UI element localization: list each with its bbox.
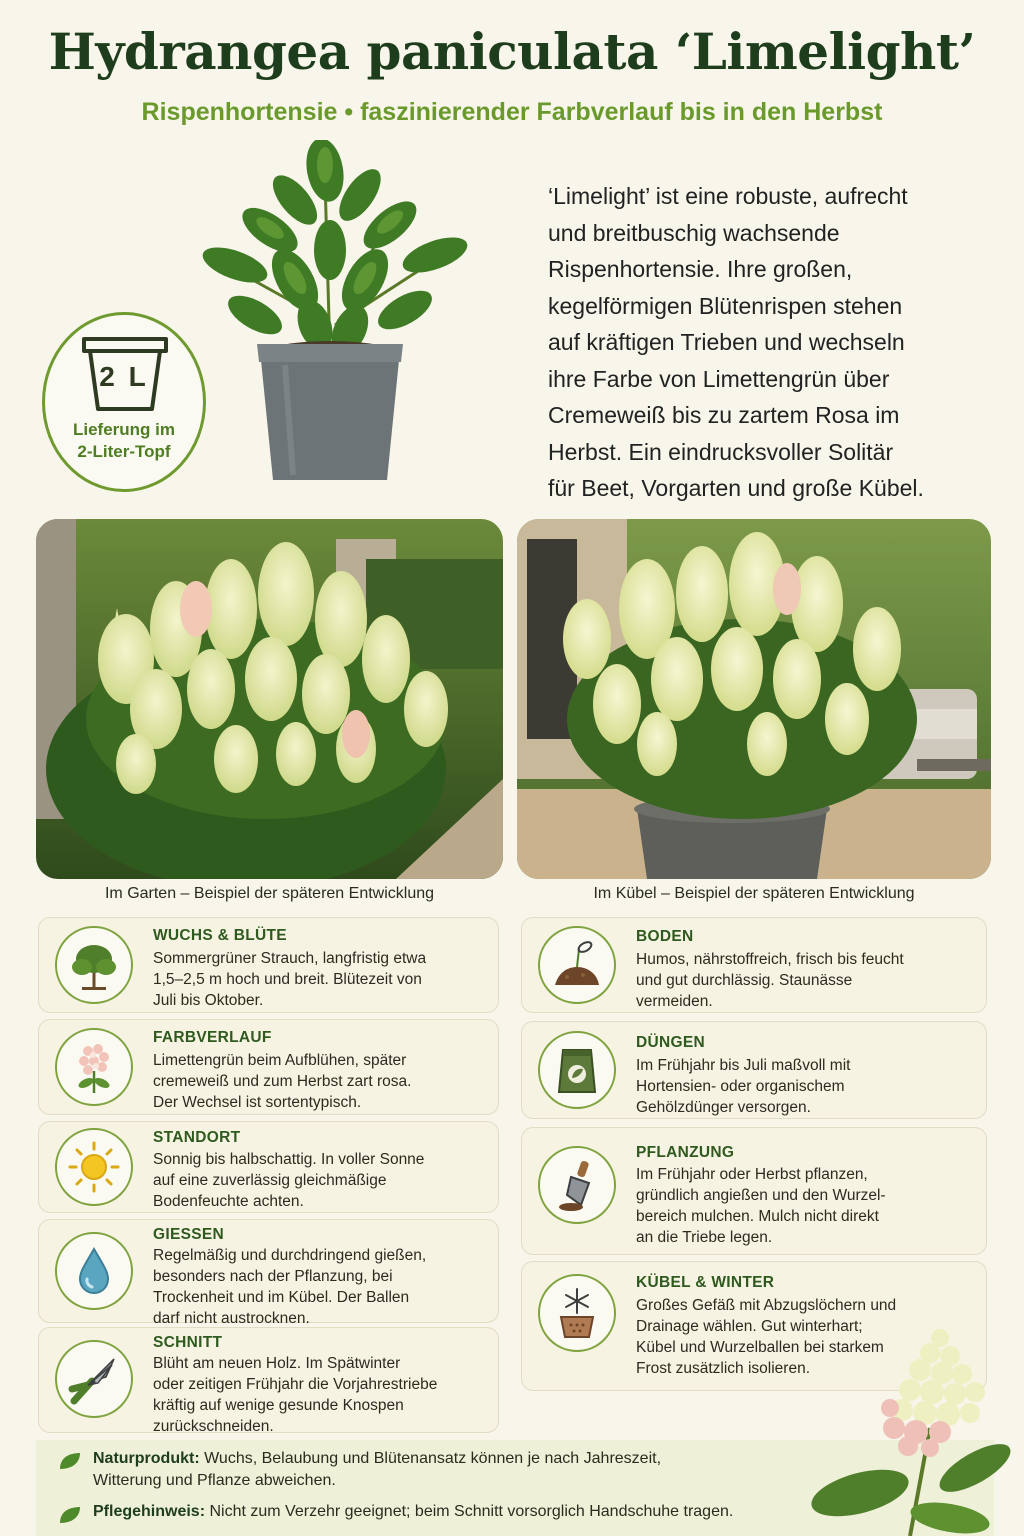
card-line: auf eine zuverlässig gleichmäßige — [153, 1172, 387, 1189]
flower-icon — [66, 1039, 122, 1095]
leaf-icon — [58, 1505, 82, 1525]
card-title: FARBVERLAUF — [153, 1029, 272, 1046]
card-line: und gut durchlässig. Staunässe — [636, 972, 853, 989]
soil-icon — [549, 937, 605, 993]
intro-line: auf kräftigen Trieben und wechseln — [548, 329, 905, 355]
card-line: an die Triebe legen. — [636, 1229, 773, 1246]
card-title: STANDORT — [153, 1129, 241, 1146]
card-line: Der Wechsel ist sortentypisch. — [153, 1094, 362, 1111]
card-line: Im Frühjahr oder Herbst pflanzen, — [636, 1166, 868, 1183]
pruning-shears-icon — [66, 1351, 122, 1407]
card-title: WUCHS & BLÜTE — [153, 927, 287, 944]
card-line: Gehölzdünger versorgen. — [636, 1099, 811, 1116]
card-line: Trockenheit und im Kübel. Der Ballen — [153, 1289, 410, 1306]
card-line: cremeweiß und zum Herbst zart rosa. — [153, 1073, 412, 1090]
info-card-schnitt — [38, 1327, 499, 1433]
card-title: SCHNITT — [153, 1334, 223, 1351]
card-line: Drainage wählen. Gut winterhart; — [636, 1318, 863, 1335]
info-card-duengen — [521, 1021, 987, 1119]
card-line: zurückschneiden. — [153, 1418, 274, 1435]
badge-text-line1: Lieferung im — [72, 420, 175, 439]
card-title: PFLANZUNG — [636, 1144, 735, 1161]
footer-natur-label: Naturprodukt: — [93, 1450, 200, 1467]
intro-line: ihre Farbe von Limettengrün über — [548, 365, 890, 392]
card-text — [153, 1050, 473, 1113]
card-line: Hortensien- oder organischem — [636, 1078, 845, 1095]
card-line: kräftig auf wenige gesunde Knospen — [153, 1397, 404, 1414]
page-subtitle: Rispenhortensie • faszinierender Farbverlauf bis in den Herbst — [141, 98, 883, 126]
footer-pflege-text: Nicht zum Verzehr geeignet; beim Schnitt vorsorglich Handschuhe tragen. — [209, 1503, 734, 1520]
footer-natur-text-2: Witterung und Pflanze abweichen. — [93, 1472, 336, 1489]
card-line: Sommergrüner Strauch, langfristig etwa — [153, 950, 427, 967]
card-line: Frost zusätzlich isolieren. — [636, 1360, 811, 1377]
card-text — [153, 1149, 473, 1212]
sun-icon — [66, 1139, 122, 1195]
card-line: gründlich angießen und den Wurzel- — [636, 1187, 886, 1204]
leaf-icon — [58, 1451, 82, 1471]
garden-photo — [36, 519, 503, 879]
info-card-wuchs — [38, 917, 499, 1013]
card-text — [636, 1164, 956, 1248]
footer-pflege-label: Pflegehinweis: — [93, 1503, 206, 1520]
intro-line: ‘Limelight’ ist eine robuste, aufrecht — [548, 183, 908, 209]
card-title: GIESSEN — [153, 1226, 225, 1243]
info-card-standort — [38, 1121, 499, 1213]
intro-line: Rispenhortensie. Ihre großen, — [548, 256, 853, 282]
card-line: vermeiden. — [636, 993, 713, 1010]
card-line: Humos, nährstoffreich, frisch bis feucht — [636, 951, 904, 968]
card-text — [153, 948, 473, 1011]
pot-size-badge — [42, 312, 206, 492]
intro-line: Herbst. Ein eindrucksvoller Solitär — [548, 438, 894, 465]
container-photo-caption: Im Kübel – Beispiel der späteren Entwicklung — [593, 885, 915, 902]
intro-line: kegelförmigen Blütenrispen stehen — [548, 292, 903, 319]
page-title: Hydrangea paniculata ‘Limelight’ — [48, 22, 976, 81]
card-line: bereich mulchen. Mulch nicht direkt — [636, 1208, 879, 1225]
card-text — [636, 1055, 956, 1118]
intro-line: für Beet, Vorgarten und große Kübel. — [548, 475, 924, 501]
card-line: darf nicht austrocknen. — [153, 1310, 310, 1327]
container-photo — [517, 519, 991, 879]
intro-line: und breitbuschig wachsende — [548, 219, 840, 246]
card-title: BODEN — [636, 928, 694, 945]
card-line: Juli bis Oktober. — [153, 992, 264, 1009]
card-line: Limettengrün beim Aufblühen, später — [153, 1052, 407, 1069]
card-line: Sonnig bis halbschattig. In voller Sonne — [153, 1151, 425, 1168]
garden-photo-caption: Im Garten – Beispiel der späteren Entwicklung — [104, 885, 435, 902]
info-card-giessen — [38, 1219, 499, 1327]
shrub-icon — [66, 937, 122, 993]
intro-line: Cremeweiß bis zu zartem Rosa im — [548, 402, 900, 428]
badge-text-line2: 2-Liter-Topf — [77, 442, 171, 461]
card-text — [153, 1353, 473, 1437]
card-text — [636, 949, 956, 1012]
card-text — [153, 1245, 473, 1329]
footer-natur-text: Wuchs, Belaubung und Blütenansatz können je nach Jahreszeit, — [204, 1450, 662, 1467]
card-line: Großes Gefäß mit Abzugslöchern und — [636, 1297, 897, 1314]
card-line: oder zeitigen Frühjahr die Vorjahrestriebe — [153, 1376, 438, 1393]
card-line: Kübel und Wurzelballen bei starkem — [636, 1339, 884, 1356]
info-card-farbverlauf — [38, 1019, 499, 1115]
card-line: Bodenfeuchte achten. — [153, 1193, 304, 1210]
pot-size-label: 2 L — [99, 361, 149, 392]
decorative-hydrangea-illustration — [790, 1318, 1020, 1536]
info-card-pflanzung — [521, 1127, 987, 1255]
card-line: Im Frühjahr bis Juli maßvoll mit — [636, 1057, 851, 1074]
info-card-boden — [521, 917, 987, 1013]
water-drop-icon — [66, 1243, 122, 1299]
card-line: 1,5–2,5 m hoch und breit. Blütezeit von — [153, 971, 422, 988]
fertilizer-bag-icon — [549, 1042, 605, 1098]
intro-text — [548, 178, 988, 507]
trowel-icon — [549, 1157, 605, 1213]
snowflake-pot-icon — [549, 1285, 605, 1341]
card-title: KÜBEL & WINTER — [636, 1274, 775, 1291]
card-line: besonders nach der Pflanzung, bei — [153, 1268, 393, 1285]
card-line: Regelmäßig und durchdringend gießen, — [153, 1247, 427, 1264]
card-title: DÜNGEN — [636, 1034, 705, 1051]
card-line: Blüht am neuen Holz. Im Spätwinter — [153, 1355, 401, 1372]
potted-plant-image — [175, 140, 485, 497]
